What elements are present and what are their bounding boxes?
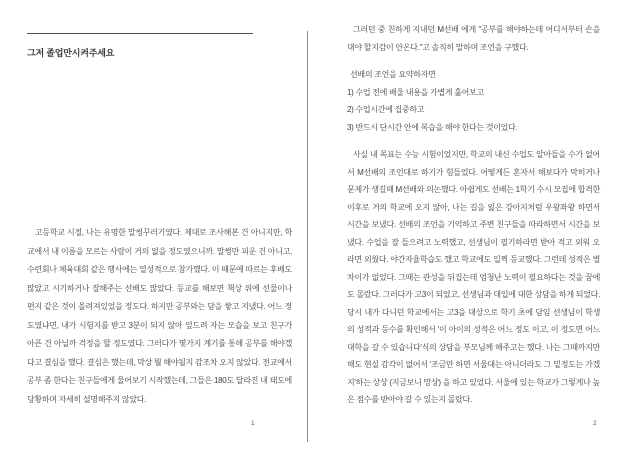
advice-item-1: 1) 수업 전에 배울 내용을 가볍게 훑어보고 (347, 87, 484, 97)
right-page-text (347, 21, 600, 409)
advice-item-2: 2) 수업시간에 집중하고 (347, 105, 425, 114)
title-rule (27, 33, 253, 34)
page-number-left: 1 (251, 420, 255, 427)
page-right (347, 0, 600, 453)
advice-item-3: 3) 반드시 단시간 안에 복습을 해야 한다는 것이었다. (347, 122, 518, 132)
right-page-paragraph-1: 그러던 중 친하게 지내던 M선배 에게 "공부를 해야하는데 어디서부터 손을 대야 할지감이 안온다."고 솔직히 말하며 조언을 구했다. (347, 25, 600, 52)
left-page-paragraph: 고등학교 시절, 나는 유명한 말썽꾸러기였다. 제대로 조사해본 건 아니지만, 학교에서 내 이름을 모르는 사람이 거의 없을 정도였으니까. 말썽만 피운 건 아니고, 수련회나 체육대회 같은 행사에는 열성적으로 참가했다. 이 때문에 따르는 후배도 많았고 시기하거나 잘해주는 선배도 많았다. 등교를 해보면 책상 위에 선물이나 편지 같은 것이 올려져있었을 정도다. 하지만 공부와는 담을 쌓고 지냈다. 어느 정도였냐면, 내가 시험지를 받고 3분이 되지 않아 엎드려 자는 모습을 보고 친구가 아픈 건 아닐까 걱정을 할 정도였다. 그러다가 몇가지 계기를 통해 공부를 해야겠다고 결심을 했다. 결심은 했는데, 막상 뭘 해야될지 감조차 오지 않았다. 전교에서 공부 좀 한다는 친구들에게 물어보기 시작했는데, 그들은 180도 달라진 내 태도에 당황하며 자세히 설명해주지 않았다. (27, 228, 292, 404)
page-divider (307, 31, 308, 442)
advice-intro: 선배의 조언을 요약하자면 (350, 70, 436, 79)
page-left (27, 0, 292, 453)
right-page-paragraph-2: 사실 내 목표는 수능 시험이었지만, 학교의 내신 수업도 알아들을 수가 없어서 M선배의 조언대로 하기가 힘들었다. 어떻게든 혼자서 해보다가 막히거나 문제가 생길때 M선배와 의논했다. 아쉽게도 선배는 1학기 수시 모집에 합격한 이후로 거의 학교에 오지 않아, 나는 길을 잃은 강아지처럼 우왕좌왕 하면서 시간을 보냈다. 선배의 조언을 기억하고 주변 친구들을 따라하면서 시간을 보냈다. 수업을 잘 들으려고 노력했고, 선생님이 필기하라면 받아 적고 외워 오라면 외웠다. 야간자율학습도 했고 학교에도 일찍 등교했다. 그런데 성적은 별 차이가 없었다. 그때는 관성을 뒤집는데 엄청난 노력이 필요하다는 것을 꿈에도 몰랐다. 그러다가 고3이 되었고, 선생님과 대입에 대한 상담을 하게 되었다. 당시 내가 다니던 학교에서는 고3을 대상으로 학기 초에 담임 선생님이 학생의 성적과 등수를 확인해서 '이 아이의 성적은 어느 정도 이고, 이 정도면 어느 대학을 갈 수 있습니다'식의 상담을 부모님께 해주고는 했다. 나는 그때까지만 해도 현실 감각이 없어서 '조금만 하면 서울대는 아니더라도 그 밑정도는 가겠지'하는 상상 (지금보니 망상) 을 하고 있었다. 서울에 있는 학교가 그렇게나 높은 점수를 받아야 갈 수 있는지 몰랐다. (347, 150, 600, 404)
page-number-right: 2 (593, 420, 597, 427)
chapter-title: 그저 졸업만시켜주세요 (27, 48, 115, 59)
